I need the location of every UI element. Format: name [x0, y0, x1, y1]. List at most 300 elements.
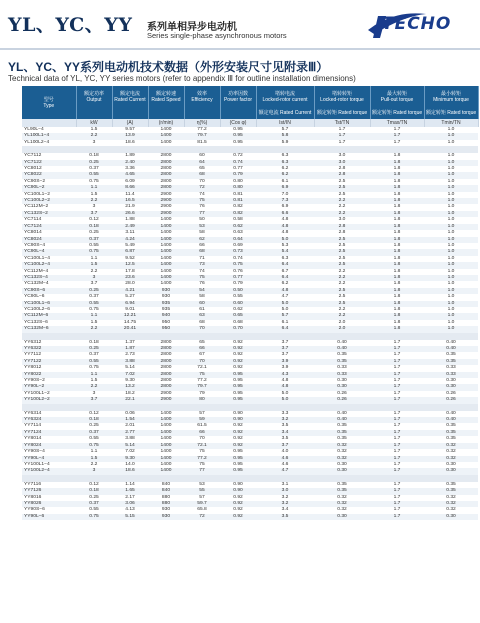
table-cell: 72.1: [197, 365, 207, 371]
table-cell: 0.64: [220, 237, 256, 243]
table-cell: 4.7: [281, 294, 289, 300]
motor-type-cell: YC7112: [24, 153, 42, 159]
table-cell: 0.75: [220, 262, 256, 268]
table-cell: 0.35: [424, 488, 478, 494]
table-cell: 76: [199, 204, 205, 210]
table-cell: 0.12: [89, 410, 99, 416]
table-cell: 0.90: [220, 488, 256, 494]
table-cell: 0.77: [220, 275, 256, 281]
table-cell: 1.0: [424, 160, 478, 166]
table-cell: 0.92: [220, 443, 256, 449]
table-cell: 6.1: [281, 319, 289, 325]
table-cell: 2.5: [314, 237, 370, 243]
table-cell: 0.35: [446, 481, 456, 487]
table-cell: 1.0: [447, 178, 455, 184]
motor-type-cell: YC100L2−6: [24, 306, 50, 312]
table-cell: 1400: [160, 255, 172, 261]
table-cell: 0.18: [76, 224, 112, 230]
table-cell: 0.18: [89, 153, 99, 159]
table-cell: 72: [184, 185, 220, 191]
motor-type-cell: YY8022: [22, 372, 76, 378]
table-cell: 0.92: [233, 352, 243, 358]
table-cell: 0.81: [233, 191, 243, 197]
table-cell: 0.75: [89, 178, 99, 184]
table-cell: 0.92: [233, 507, 243, 513]
table-cell: 0.32: [424, 456, 478, 462]
table-cell: 1.0: [424, 301, 478, 307]
table-cell: 1.0: [447, 204, 455, 210]
table-cell: 840: [148, 488, 184, 494]
motor-type-cell: YL100L2−4: [24, 139, 50, 145]
table-cell: 0.92: [233, 339, 243, 345]
table-cell: 9.01: [125, 306, 135, 312]
table-cell: 75: [184, 372, 220, 378]
table-cell: 9.30: [112, 456, 148, 462]
table-cell: 0.55: [89, 436, 99, 442]
table-cell: 1.37: [125, 339, 135, 345]
table-cell: 0.90: [233, 481, 243, 487]
table-cell: 950: [148, 326, 184, 332]
table-cell: 1400: [148, 249, 184, 255]
table-cell: 65: [199, 339, 205, 345]
table-cell: 68: [184, 249, 220, 255]
table-cell: 14.75: [123, 319, 137, 325]
table-cell: 1400: [148, 443, 184, 449]
table-cell: 3.0: [338, 217, 346, 223]
table-cell: 2.49: [112, 224, 148, 230]
table-cell: 0.62: [220, 224, 256, 230]
table-cell: 1.8: [370, 198, 424, 204]
column-header-cn: 堵转电流: [274, 90, 295, 97]
table-cell: 2.8: [338, 230, 346, 236]
table-cell: 0.95: [233, 127, 243, 132]
table-cell: 2.2: [76, 198, 112, 204]
table-cell: 70: [199, 436, 205, 442]
table-cell: 13.9: [112, 133, 148, 139]
table-cell: 2800: [160, 178, 172, 184]
table-cell: 1.7: [338, 127, 346, 132]
table-cell: 2800: [148, 372, 184, 378]
table-cell: 1400: [160, 268, 172, 274]
table-cell: 2800: [148, 160, 184, 166]
table-cell: 0.92: [220, 359, 256, 365]
table-cell: 1.5: [76, 456, 112, 462]
table-cell: 2.5: [338, 242, 346, 248]
motor-type-cell: YC90S−4: [24, 242, 46, 248]
table-cell: 1.8: [370, 211, 424, 217]
table-cell: 58: [199, 230, 205, 236]
table-cell: 4.8: [256, 288, 314, 294]
column-header-en: Efficiency: [191, 96, 213, 103]
table-cell: 1.5: [90, 191, 98, 197]
table-cell: 1.0: [447, 242, 455, 248]
table-cell: 0.75: [89, 365, 99, 371]
table-cell: 9.57: [125, 127, 135, 132]
table-cell: 0.35: [314, 430, 370, 436]
table-cell: 1.8: [370, 172, 424, 178]
table-cell: 1400: [148, 456, 184, 462]
table-cell: 7.02: [112, 372, 148, 378]
column-header: [314, 86, 370, 107]
table-cell: 2.01: [125, 423, 135, 429]
table-cell: 77.2: [184, 456, 220, 462]
motor-type-cell: YY100L2−4: [22, 468, 76, 474]
table-cell: 17.8: [125, 268, 135, 274]
motor-type-cell: YC112M−4: [24, 268, 49, 274]
table-cell: 28.0: [125, 281, 135, 287]
table-cell: 1.7: [370, 417, 424, 423]
table-cell: 2.2: [76, 133, 112, 139]
unit-cell: (Cos φ): [220, 119, 256, 127]
table-cell: 79.7: [184, 384, 220, 390]
table-cell: 0.92: [220, 430, 256, 436]
motor-type-cell: YY7126: [22, 488, 76, 494]
table-cell: 2800: [148, 359, 184, 365]
motor-type-cell: YC132M−6: [22, 326, 76, 332]
table-cell: 77: [184, 468, 220, 474]
motor-type-cell: YC132S−4: [22, 275, 76, 281]
table-cell: 0.92: [220, 514, 256, 520]
table-cell: 1.8: [393, 294, 401, 300]
table-cell: 66: [184, 346, 220, 352]
table-cell: 0.25: [89, 423, 99, 429]
table-cell: 1400: [160, 423, 172, 429]
table-cell: 0.32: [314, 456, 370, 462]
table-cell: 1.7: [370, 443, 424, 449]
table-cell: 72: [184, 514, 220, 520]
motor-type-cell: YL90L−4: [24, 127, 44, 132]
column-header-en: Power factor: [223, 96, 253, 103]
table-cell: 2.2: [76, 326, 112, 332]
table-cell: 0.37: [89, 166, 99, 172]
table-cell: 7.02: [125, 449, 135, 455]
table-cell: 2.5: [314, 262, 370, 268]
table-cell: 0.55: [89, 507, 99, 513]
table-cell: 940: [148, 313, 184, 319]
table-cell: 11.4: [125, 191, 135, 197]
motor-type-cell: YC8014: [24, 230, 42, 236]
table-cell: 0.26: [446, 390, 456, 396]
table-cell: 4.65: [112, 172, 148, 178]
table-cell: 2800: [148, 346, 184, 352]
unit-cell: kW: [76, 119, 112, 127]
table-cell: 0.26: [314, 397, 370, 403]
table-cell: 3.36: [125, 166, 135, 172]
motor-type-cell: YC90L−6: [24, 294, 45, 300]
table-cell: 0.55: [76, 301, 112, 307]
series-title: YL、YC、YY: [8, 14, 133, 36]
column-header-cn: 最大转矩: [386, 90, 407, 97]
table-cell: 6.9: [256, 185, 314, 191]
table-cell: 3.1: [281, 481, 289, 487]
table-cell: 0.79: [220, 172, 256, 178]
motor-type-cell: YC100L2−2: [22, 198, 76, 204]
column-header-cn: 效率: [196, 90, 207, 97]
column-header: [424, 86, 478, 107]
table-cell: 3.0: [314, 160, 370, 166]
column-header-en: Rated Current: [114, 96, 146, 103]
table-cell: 0.37: [76, 501, 112, 507]
table-cell: 2.8: [314, 172, 370, 178]
table-cell: 2800: [160, 339, 172, 345]
table-cell: 6.7: [281, 268, 289, 274]
table-cell: 5.0: [281, 306, 289, 312]
table-cell: 0.37: [89, 352, 99, 358]
table-cell: 23.6: [112, 275, 148, 281]
table-cell: 1.7: [370, 488, 424, 494]
table-cell: 1.5: [90, 378, 98, 384]
table-cell: 1.7: [370, 397, 424, 403]
table-cell: 3.4: [256, 430, 314, 436]
table-cell: 1.7: [370, 133, 424, 139]
table-cell: 0.92: [220, 501, 256, 507]
motor-type-cell: YC132S−2: [22, 211, 76, 217]
column-subheader: 额定转矩 Rated torque: [370, 107, 424, 119]
table-cell: 6.3: [281, 255, 289, 261]
table-cell: 0.35: [337, 352, 347, 358]
table-cell: 53: [199, 481, 205, 487]
table-cell: 0.74: [233, 255, 243, 261]
table-cell: 3: [92, 139, 96, 145]
table-cell: 2.2: [338, 306, 346, 312]
table-cell: 1.1: [76, 185, 112, 191]
table-cell: 1.0: [424, 224, 478, 230]
table-cell: 0.95: [233, 139, 243, 145]
table-cell: 75: [199, 461, 205, 467]
table-cell: 3.88: [125, 436, 135, 442]
table-cell: 1.8: [393, 255, 401, 261]
table-cell: 1400: [148, 133, 184, 139]
table-cell: 1.7: [393, 494, 401, 500]
table-cell: 2900: [148, 211, 184, 217]
table-cell: 0.92: [233, 494, 243, 500]
table-cell: 1.0: [447, 139, 455, 145]
table-cell: 0.30: [314, 514, 370, 520]
table-cell: 2.2: [314, 275, 370, 281]
table-cell: 5.7: [281, 127, 289, 132]
unit-cell: (A): [112, 119, 148, 127]
motor-type-cell: YC100L1−6: [22, 301, 76, 307]
table-cell: 930: [148, 288, 184, 294]
table-cell: 1400: [148, 275, 184, 281]
table-cell: 1.7: [370, 384, 424, 390]
table-cell: 0.26: [424, 397, 478, 403]
table-cell: 1.7: [370, 372, 424, 378]
table-cell: 3.06: [112, 501, 148, 507]
table-cell: 3.7: [256, 443, 314, 449]
column-header: [370, 86, 424, 107]
table-cell: 3.7: [90, 281, 98, 287]
table-cell: 0.37: [76, 430, 112, 436]
table-cell: 0.18: [76, 417, 112, 423]
table-cell: 21.9: [125, 204, 135, 210]
table-cell: 6.2: [281, 281, 289, 287]
table-cell: 75: [184, 275, 220, 281]
column-header-en: Locked-rotor current: [262, 96, 308, 103]
table-cell: 1400: [148, 262, 184, 268]
table-cell: 1.89: [125, 153, 135, 159]
column-header: [76, 86, 112, 107]
table-cell: 3.11: [125, 230, 135, 236]
table-cell: 70: [184, 359, 220, 365]
table-cell: 1.7: [370, 430, 424, 436]
table-cell: 0.30: [424, 384, 478, 390]
table-cell: 79: [199, 390, 205, 396]
table-cell: 3.2: [256, 501, 314, 507]
table-cell: 2800: [148, 172, 184, 178]
table-cell: 0.30: [337, 378, 347, 384]
table-cell: 2.5: [314, 249, 370, 255]
table-cell: 1.8: [370, 288, 424, 294]
table-cell: 2900: [160, 191, 172, 197]
table-cell: 2.40: [112, 160, 148, 166]
table-cell: 80: [184, 397, 220, 403]
table-cell: 0.72: [233, 153, 243, 159]
table-cell: 0.90: [233, 410, 243, 416]
table-cell: 50: [199, 217, 205, 223]
table-cell: 2.5: [314, 301, 370, 307]
table-cell: 1400: [148, 237, 184, 243]
table-cell: 6.3: [256, 160, 314, 166]
table-cell: 950: [161, 319, 171, 325]
table-cell: 1.0: [447, 281, 455, 287]
table-cell: 0.74: [220, 160, 256, 166]
table-cell: 1.0: [424, 185, 478, 191]
table-cell: 1.8: [370, 301, 424, 307]
table-cell: 1.0: [424, 275, 478, 281]
table-cell: 0.35: [337, 481, 347, 487]
unit-cell: Tmin/TN: [424, 119, 478, 127]
table-cell: 14.0: [125, 461, 135, 467]
table-cell: 1.7: [393, 423, 401, 429]
column-header: [256, 86, 314, 107]
table-cell: 0.75: [76, 514, 112, 520]
table-cell: 0.95: [233, 390, 243, 396]
table-cell: 0.75: [76, 443, 112, 449]
table-cell: 1.7: [393, 410, 401, 416]
table-cell: 66: [199, 242, 205, 248]
table-cell: 4.7: [256, 468, 314, 474]
motor-type-cell: YY90S−2: [24, 378, 45, 384]
table-cell: 6.4: [256, 275, 314, 281]
table-cell: 1.65: [112, 488, 148, 494]
table-cell: 0.75: [89, 306, 99, 312]
series-title-chinese: 系列单相异步电动机: [147, 22, 237, 33]
table-cell: 0.95: [220, 133, 256, 139]
table-cell: 0.60: [220, 301, 256, 307]
table-cell: 1.8: [370, 262, 424, 268]
table-cell: 0.25: [76, 288, 112, 294]
table-cell: 2800: [160, 352, 172, 358]
table-cell: 4.13: [125, 507, 135, 513]
table-cell: 7.0: [281, 191, 289, 197]
table-cell: 9.52: [125, 255, 135, 261]
column-header-en: Locked-rotor torque: [320, 96, 364, 103]
table-cell: 2900: [148, 397, 184, 403]
table-cell: 5.0: [256, 397, 314, 403]
table-cell: 1.7: [370, 359, 424, 365]
table-cell: 1.0: [424, 237, 478, 243]
table-cell: 1.8: [370, 237, 424, 243]
table-cell: 1.87: [112, 346, 148, 352]
table-cell: 5.27: [125, 294, 135, 300]
motor-type-cell: YY6312: [24, 339, 42, 345]
table-cell: 0.73: [220, 249, 256, 255]
table-cell: 1.7: [393, 127, 401, 132]
table-cell: 2800: [160, 365, 172, 371]
table-cell: 6.87: [112, 249, 148, 255]
table-cell: 2.2: [314, 211, 370, 217]
motor-type-cell: YY90S−6: [24, 507, 45, 513]
table-cell: 6.4: [256, 262, 314, 268]
table-cell: 1.8: [393, 191, 401, 197]
table-cell: 2.2: [338, 204, 346, 210]
table-cell: 1.8: [393, 306, 401, 312]
unit-cell: Tst/TN: [314, 119, 370, 127]
table-cell: 16.5: [112, 198, 148, 204]
table-cell: 2.0: [338, 319, 346, 325]
table-cell: 64: [184, 160, 220, 166]
table-cell: 3.7: [76, 397, 112, 403]
table-cell: 61: [199, 306, 205, 312]
section-subtitle: Technical data of YL, YC, YY series motors (refer to appendix Ⅲ for outline installation dimensions): [8, 74, 356, 83]
table-cell: 4.8: [281, 230, 289, 236]
motor-type-cell: YY100L1−4: [24, 461, 50, 467]
table-cell: 0.30: [314, 384, 370, 390]
table-cell: 1.0: [447, 255, 455, 261]
table-cell: 79.7: [184, 133, 220, 139]
table-cell: 1400: [160, 242, 172, 248]
page-header: [0, 0, 480, 56]
table-cell: 0.40: [314, 417, 370, 423]
table-cell: 2.73: [125, 352, 135, 358]
table-cell: 77.2: [197, 378, 207, 384]
section-title: YL、YC、YY系列电动机技术数据（外形安装尺寸见附录Ⅲ）: [8, 60, 329, 74]
series-title-english: Series single-phase asynchronous motors: [147, 31, 287, 40]
motor-type-cell: YC112M−2: [24, 204, 49, 210]
table-cell: 0.90: [220, 417, 256, 423]
table-cell: 2.0: [314, 326, 370, 332]
motor-type-cell: YY7112: [24, 352, 42, 358]
table-cell: 4.24: [112, 237, 148, 243]
group-separator: [22, 333, 478, 340]
table-cell: 67: [199, 352, 205, 358]
table-cell: 2900: [160, 204, 172, 210]
table-cell: 0.80: [233, 178, 243, 184]
motor-type-cell: YC100L1−2: [24, 191, 50, 197]
table-cell: 0.32: [424, 443, 478, 449]
table-cell: 0.65: [220, 313, 256, 319]
table-cell: 2.2: [314, 313, 370, 319]
table-cell: 1.7: [393, 365, 401, 371]
motor-type-cell: YC7114: [24, 217, 42, 223]
table-cell: 0.35: [446, 352, 456, 358]
table-cell: 57: [199, 494, 205, 500]
table-cell: 1.7: [393, 481, 401, 487]
table-cell: 0.55: [76, 359, 112, 365]
table-cell: 2.2: [90, 461, 98, 467]
table-cell: 0.32: [446, 449, 456, 455]
table-cell: 1.0: [424, 313, 478, 319]
table-cell: 3: [92, 204, 96, 210]
table-cell: 3.0: [256, 488, 314, 494]
table-cell: 0.75: [76, 249, 112, 255]
table-cell: 930: [161, 294, 171, 300]
table-header: [22, 86, 478, 127]
table-cell: 0.95: [220, 397, 256, 403]
table-cell: 0.95: [233, 461, 243, 467]
group-separator: [22, 475, 478, 482]
